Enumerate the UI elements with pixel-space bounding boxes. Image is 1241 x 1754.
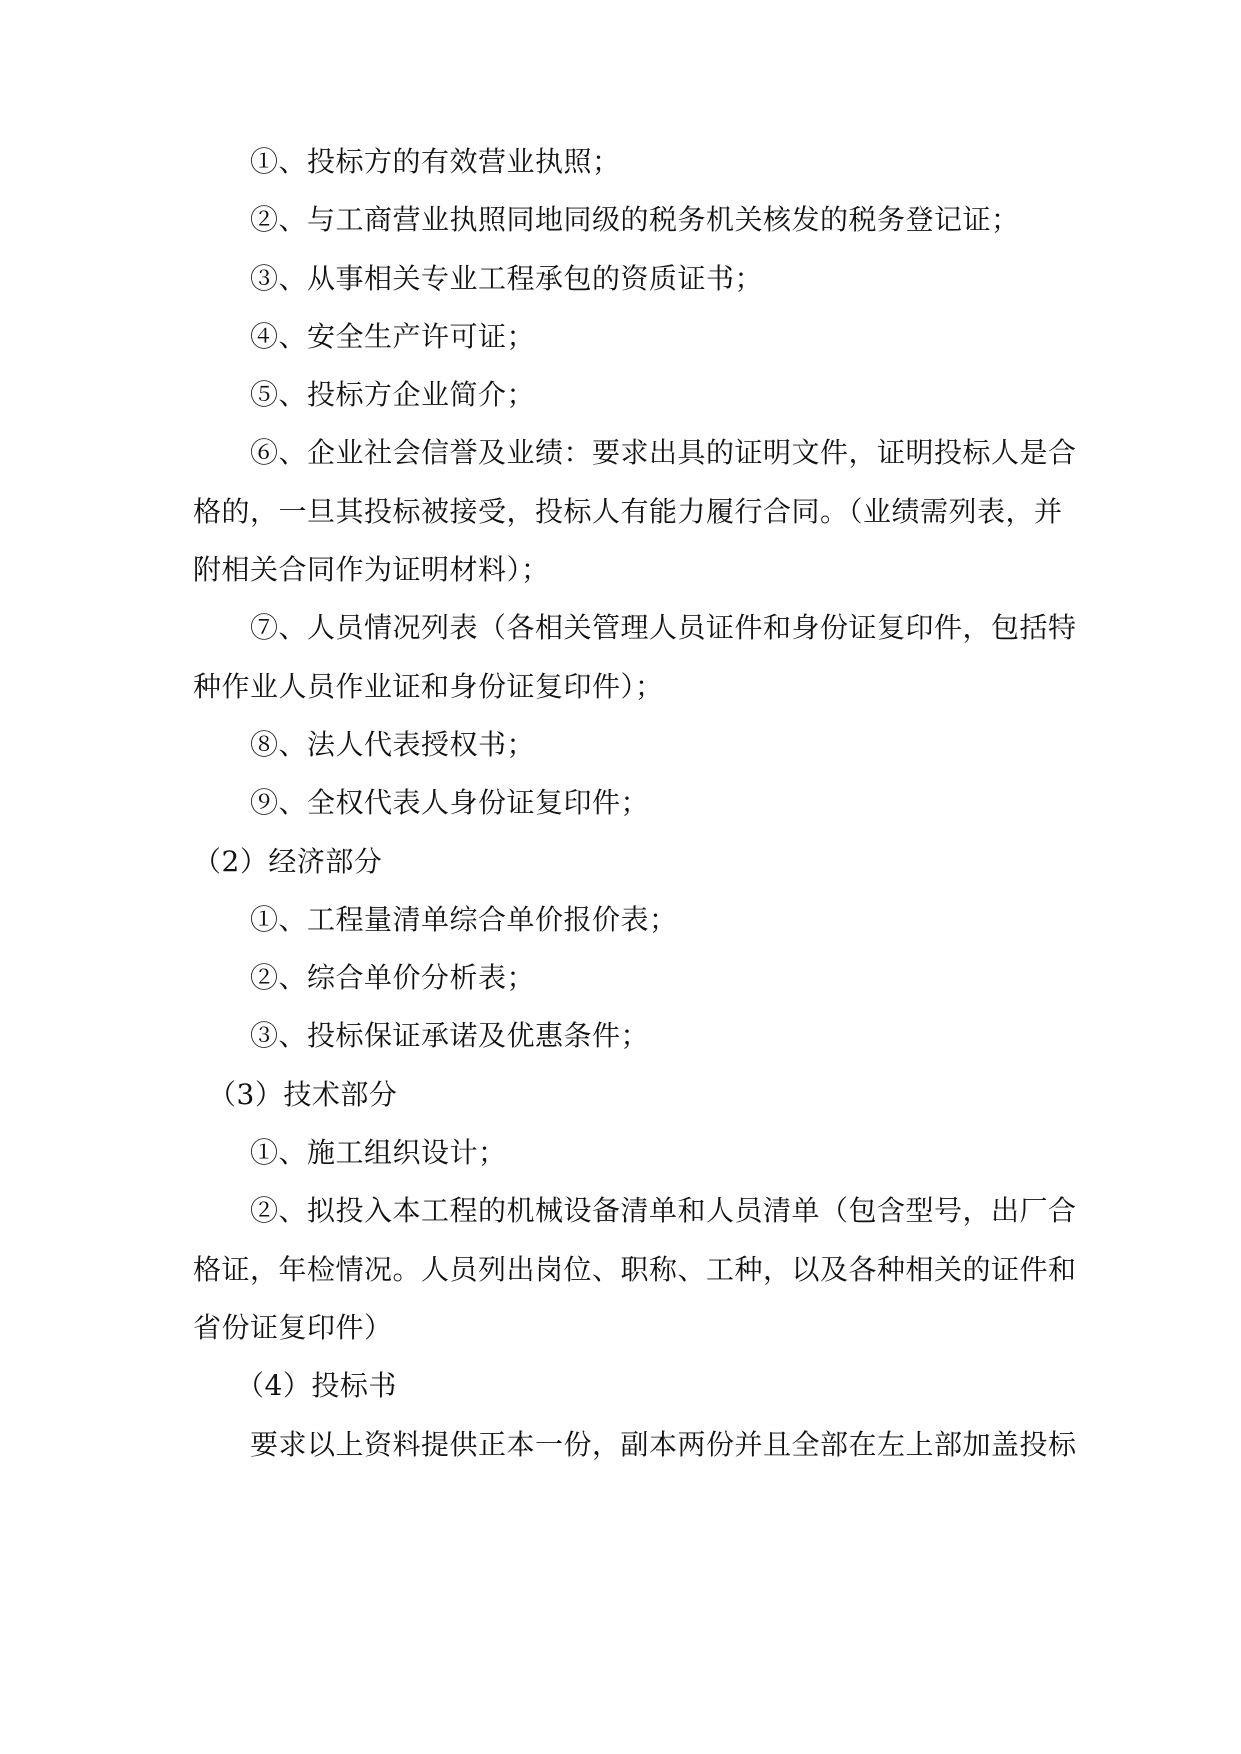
qualification-item-4: ④、安全生产许可证； — [250, 320, 536, 353]
qualification-item-2: ②、与工商营业执照同地同级的税务机关核发的税务登记证； — [250, 203, 1020, 236]
economic-item-2: ②、综合单价分析表； — [250, 961, 536, 994]
economic-item-1: ①、工程量清单综合单价报价表； — [250, 903, 678, 936]
technical-item-1: ①、施工组织设计； — [250, 1136, 507, 1169]
technical-item-2-line-2: 格证，年检情况。人员列出岗位、职称、工种，以及各种相关的证件和 — [193, 1253, 1077, 1286]
bid-section-heading: （4）投标书 — [236, 1369, 397, 1402]
technical-section-heading: （3）技术部分 — [208, 1078, 398, 1111]
qualification-item-9: ⑨、全权代表人身份证复印件； — [250, 786, 650, 819]
qualification-item-5: ⑤、投标方企业简介； — [250, 378, 536, 411]
qualification-item-7-line-1: ⑦、人员情况列表（各相关管理人员证件和身份证复印件，包括特 — [250, 611, 1077, 644]
qualification-item-6-line-2: 格的，一旦其投标被接受，投标人有能力履行合同。（业绩需列表，并 — [193, 495, 1063, 528]
qualification-item-3: ③、从事相关专业工程承包的资质证书； — [250, 262, 764, 295]
qualification-item-6-line-3: 附相关合同作为证明材料）； — [193, 553, 550, 586]
qualification-item-1: ①、投标方的有效营业执照； — [250, 145, 621, 178]
qualification-item-7-line-2: 种作业人员作业证和身份证复印件）； — [193, 670, 664, 703]
bid-section-text: 要求以上资料提供正本一份，副本两份并且全部在左上部加盖投标 — [250, 1428, 1077, 1461]
technical-item-2-line-1: ②、拟投入本工程的机械设备清单和人员清单（包含型号，出厂合 — [250, 1194, 1077, 1227]
economic-section-heading: （2）经济部分 — [193, 845, 383, 878]
qualification-item-6-line-1: ⑥、企业社会信誉及业绩：要求出具的证明文件，证明投标人是合 — [250, 436, 1077, 469]
qualification-item-8: ⑧、法人代表授权书； — [250, 728, 536, 761]
technical-item-2-line-3: 省份证复印件） — [193, 1311, 393, 1344]
economic-item-3: ③、投标保证承诺及优惠条件； — [250, 1019, 650, 1052]
